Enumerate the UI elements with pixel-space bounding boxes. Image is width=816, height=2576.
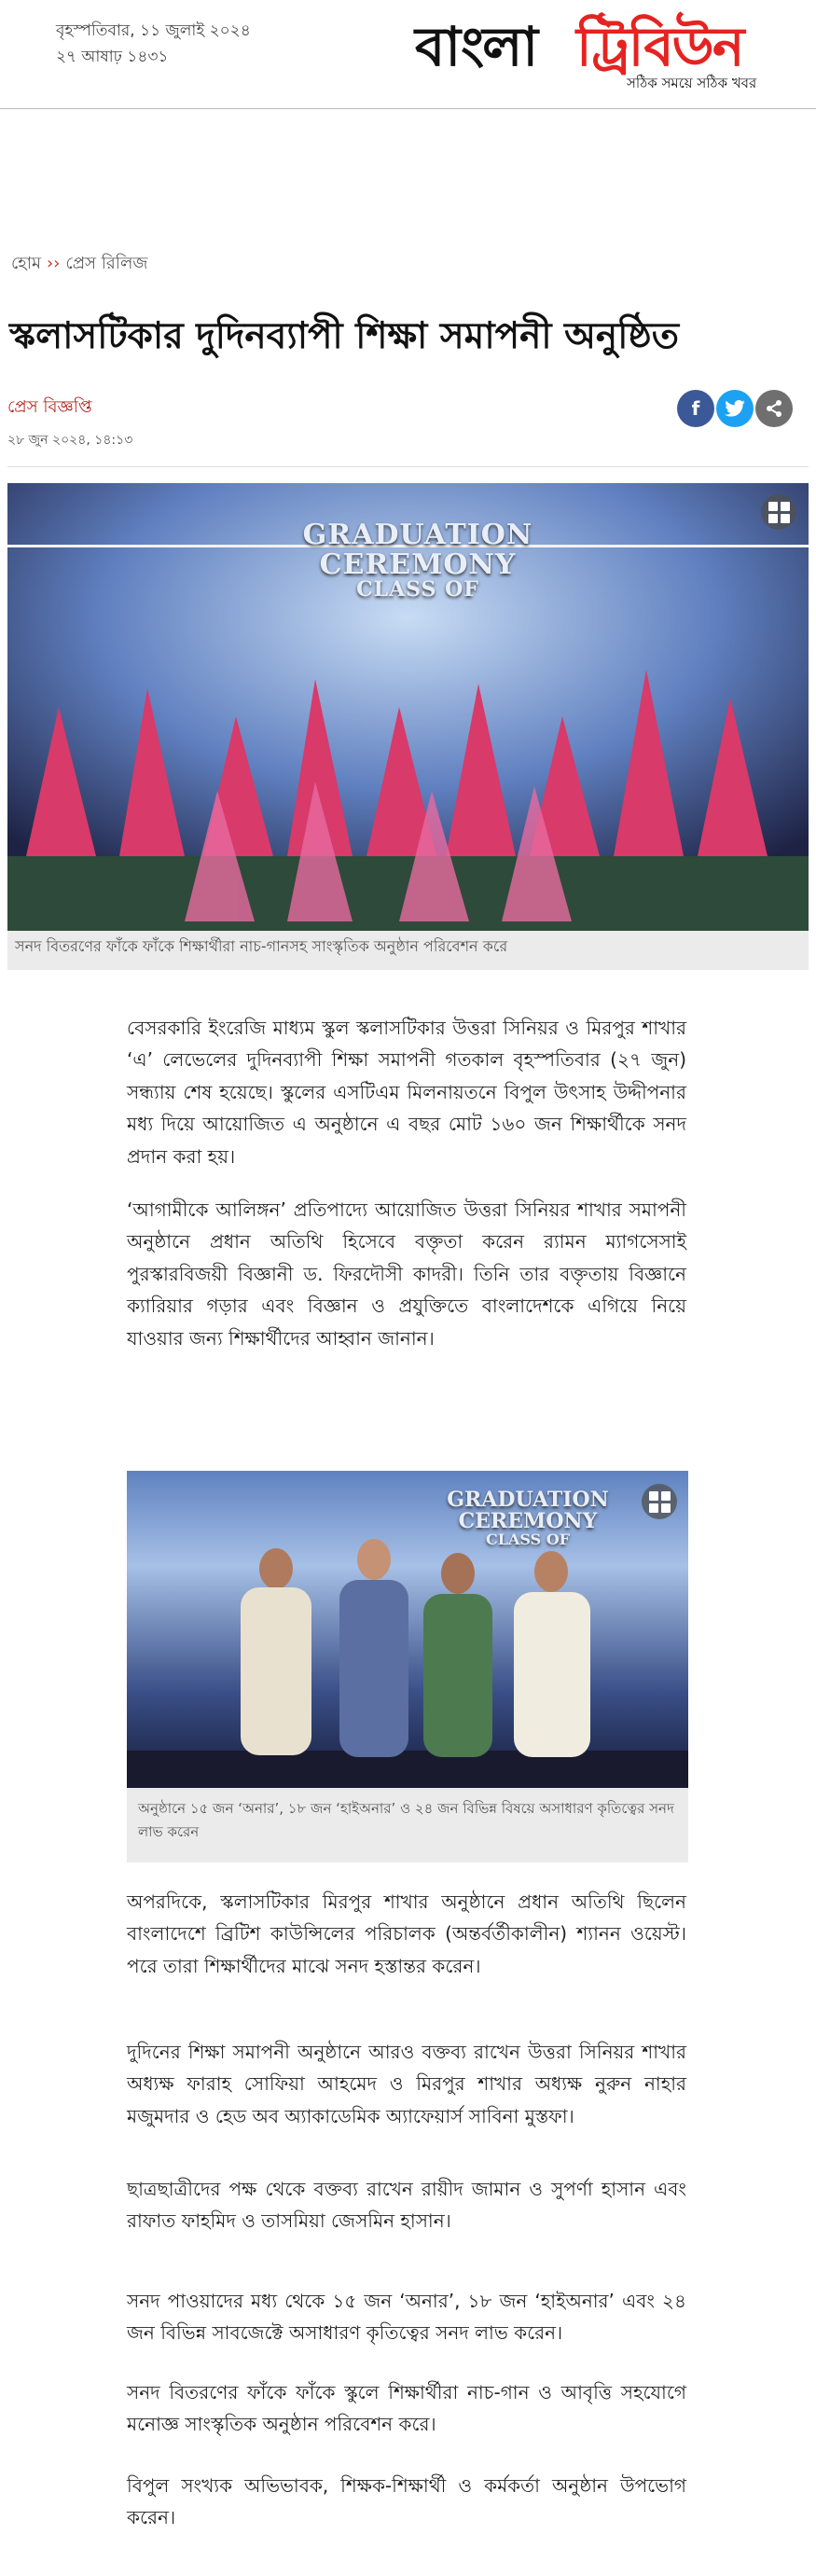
lead-banner bbox=[269, 520, 567, 601]
breadcrumb-section[interactable]: প্রেস রিলিজ bbox=[65, 254, 148, 273]
article-paragraph: সনদ পাওয়াদের মধ্য থেকে ১৫ জন ‘অনার’, ১৮ জন ‘হাইঅনার’ এবং ২৪ জন বিভিন্ন সাবজেক্টে অসাধারণ কৃতিত্বের সনদ লাভ করেন। bbox=[127, 2290, 686, 2345]
article-paragraph: ‘আগামীকে আলিঙ্গন’ প্রতিপাদ্যে আয়োজিত উত্তরা সিনিয়র শাখার সমাপনী অনুষ্ঠানে প্রধান অতিথি হিসেবে বক্তৃতা করেন র‍্যামন ম্যাগসেসাই পুরস্কারবিজয়ী বিজ্ঞানী ড. ফিরদৌসী কাদরী। তিনি তার বক্তৃতায় বিজ্ঞানে ক্যারিয়ার গড়ার এবং বিজ্ঞান ও প্রযুক্তিতে বাংলাদেশকে এগিয়ে নিয়ে যাওয়ার জন্য শিক্ষার্থীদের আহ্বান জানান। bbox=[127, 1198, 686, 1350]
breadcrumb bbox=[11, 250, 147, 279]
twitter-icon bbox=[725, 400, 745, 417]
breadcrumb-separator: ›› bbox=[46, 254, 61, 273]
breadcrumb-home[interactable]: হোম bbox=[11, 254, 41, 273]
inline-banner bbox=[407, 1489, 649, 1548]
article-paragraph: বিপুল সংখ্যক অভিভাবক, শিক্ষক-শিক্ষার্থী ও কর্মকর্তা অনুষ্ঠান উপভোগ করেন। bbox=[127, 2474, 686, 2529]
date-gregorian: বৃহস্পতিবার, ১১ জুলাই ২০২৪ bbox=[56, 21, 251, 40]
article-paragraph: অপরদিকে, স্কলাসটিকার মিরপুর শাখার অনুষ্ঠানে প্রধান অতিথি ছিলেন বাংলাদেশে ব্রিটিশ কাউন্সিলের পরিচালক (অন্তর্বর্তীকালীন) শ্যানন ওয়েস্ট। পরে তারা শিক্ষার্থীদের মাঝে সনদ হস্তান্তর করেন। bbox=[127, 1890, 686, 1977]
lead-banner-title: GRADUATION CEREMONY bbox=[302, 519, 533, 581]
inline-photo-caption: অনুষ্ঠানে ১৫ জন ‘অনার’, ১৮ জন ‘হাইঅনার’ ও ২৪ জন বিভিন্ন বিষয়ে অসাধারণ কৃতিত্বের সনদ লাভ করেন bbox=[127, 1788, 688, 1863]
article-author[interactable]: প্রেস বিজ্ঞপ্তি bbox=[7, 397, 92, 417]
lead-banner-sub: CLASS OF bbox=[356, 577, 479, 602]
article-paragraph: ছাত্রছাত্রীদের পক্ষ থেকে বক্তব্য রাখেন রায়ীদ জামান ও সুপর্ণা হাসান এবং রাফাত ফাহমিদ ও তাসমিয়া জেসমিন হাসান। bbox=[127, 2178, 686, 2233]
article-paragraph: দুদিনের শিক্ষা সমাপনী অনুষ্ঠানে আরও বক্তব্য রাখেন উত্তরা সিনিয়র শাখার অধ্যক্ষ ফারাহ সোফিয়া আহমেদ ও মিরপুর শাখার অধ্যক্ষ নুরুন নাহার মজুমদার ও হেড অব অ্যাকাডেমিক অ্যাফেয়ার্স সাবিনা মুস্তফা। bbox=[127, 2041, 686, 2127]
facebook-share-button[interactable] bbox=[677, 390, 714, 427]
twitter-share-button[interactable] bbox=[716, 390, 754, 427]
date-bangla: ২৭ আষাঢ় ১৪৩১ bbox=[56, 48, 169, 66]
site-tagline: সঠিক সময়ে সঠিক খবর bbox=[627, 75, 757, 91]
facebook-icon: f bbox=[691, 397, 700, 420]
article-title: স্কলাসটিকার দুদিনব্যাপী শিক্ষা সমাপনী অনুষ্ঠিত bbox=[9, 315, 680, 357]
logo-tribune: ট্রিবিউন bbox=[576, 15, 743, 78]
share-icon bbox=[765, 399, 783, 418]
logo-bangla: বাংলা bbox=[415, 15, 537, 78]
article-paragraph: সনদ বিতরণের ফাঁকে ফাঁকে স্কুলে শিক্ষার্থীরা নাচ-গান ও আবৃত্তি সহযোগে মনোজ্ঞ সাংস্কৃতিক অনুষ্ঠান পরিবেশন করে। bbox=[127, 2381, 686, 2436]
article-paragraph: বেসরকারি ইংরেজি মাধ্যম স্কুল স্কলাসটিকার উত্তরা সিনিয়র ও মিরপুর শাখার ‘এ’ লেভেলের দুদিনব্যাপী শিক্ষা সমাপনী গতকাল বৃহস্পতিবার (২৭ জুন) সন্ধ্যায় শেষ হয়েছে। স্কুলের এসটিএম মিলনায়তনে বিপুল উৎসাহ উদ্দীপনার মধ্য দিয়ে আয়োজিত এ অনুষ্ঠানে এ বছর মোট ১৬০ জন শিক্ষার্থীকে সনদ প্রদান করা হয়। bbox=[127, 1017, 686, 1168]
header-divider bbox=[7, 466, 809, 467]
more-share-button[interactable] bbox=[755, 390, 793, 427]
lead-photo[interactable] bbox=[7, 483, 809, 931]
gallery-button[interactable] bbox=[761, 494, 796, 530]
inline-banner-sub: CLASS OF bbox=[485, 1530, 571, 1549]
inline-photo[interactable] bbox=[127, 1471, 688, 1788]
lead-photo-caption: সনদ বিতরণের ফাঁকে ফাঁকে শিক্ষার্থীরা নাচ-গানসহ সাংস্কৃতিক অনুষ্ঠান পরিবেশন করে bbox=[7, 931, 809, 970]
inline-banner-title: GRADUATION CEREMONY bbox=[447, 1488, 609, 1534]
gallery-button[interactable] bbox=[642, 1484, 677, 1519]
publish-time: ২৮ জুন ২০২৪, ১৪:১৩ bbox=[7, 433, 133, 448]
gallery-icon bbox=[649, 1491, 671, 1513]
gallery-icon bbox=[768, 502, 790, 523]
site-header bbox=[0, 0, 816, 109]
